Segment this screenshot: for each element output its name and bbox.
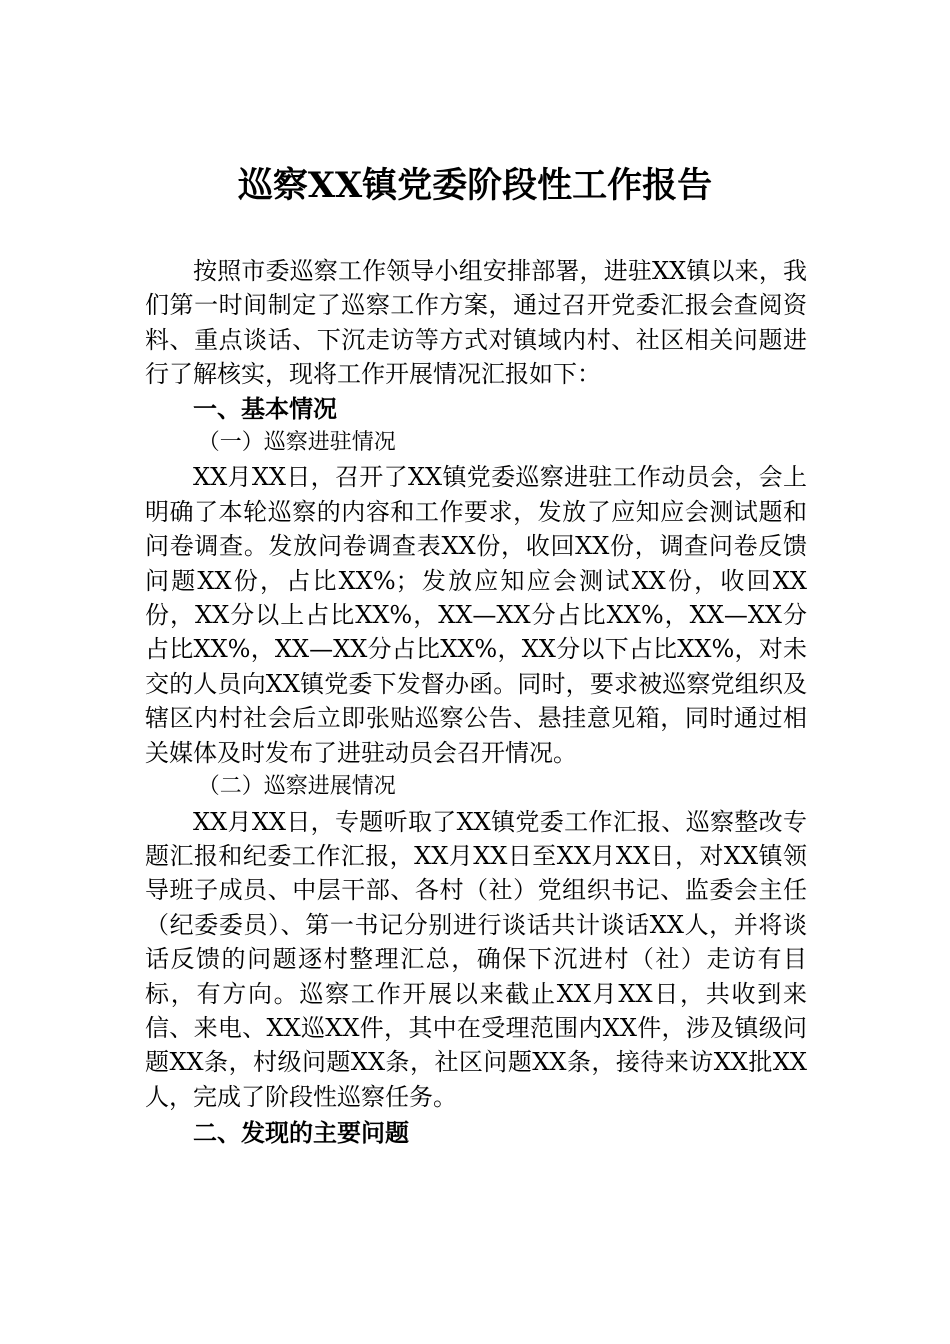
document-title: 巡察XX镇党委阶段性工作报告 bbox=[237, 165, 713, 206]
subsection-heading-entry: （一）巡察进驻情况 bbox=[197, 430, 396, 456]
entry-paragraph: XX月XX日，召开了XX镇党委巡察进驻工作动员会，会上明确了本轮巡察的内容和工作要求，发放了应知应会测试题和问卷调查。发放问卷调查表XX份，收回XX份，调查问卷反馈问题XX份，占比XX%；发放应知应会测试XX份，收回XX份，XX分以上占比XX%，XX—XX分占比XX%，XX—XX分占比XX%，XX—XX分占比XX%，XX分以下占比XX%，对未交的人员向XX镇党委下发督办函。同时，要求被巡察党组织及辖区内村社会后立即张贴巡察公告、悬挂意见箱，同时通过相关媒体及时发布了进驻动员会召开情况。 bbox=[145, 463, 807, 767]
subsection-heading-progress: （二）巡察进展情况 bbox=[197, 774, 396, 800]
document-body bbox=[145, 254, 807, 1151]
section-heading-basic: 一、基本情况 bbox=[193, 394, 337, 423]
section-heading-problems: 二、发现的主要问题 bbox=[193, 1119, 409, 1148]
progress-paragraph: XX月XX日，专题听取了XX镇党委工作汇报、巡察整改专题汇报和纪委工作汇报，XX月XX日至XX月XX日，对XX镇领导班子成员、中层干部、各村（社）党组织书记、监委会主任（纪委委员）、第一书记分别进行谈话共计谈话XX人，并将谈话反馈的问题逐村整理汇总，确保下沉进村（社）走访有目标，有方向。巡察工作开展以来截止XX月XX日，共收到来信、来电、XX巡XX件，其中在受理范围内XX件，涉及镇级问题XX条，村级问题XX条，社区问题XX条，接待来访XX批XX人，完成了阶段性巡察任务。 bbox=[145, 807, 807, 1111]
intro-paragraph: 按照市委巡察工作领导小组安排部署，进驻XX镇以来，我们第一时间制定了巡察工作方案，通过召开党委汇报会查阅资料、重点谈话、下沉走访等方式对镇域内村、社区相关问题进行了解核实，现将工作开展情况汇报如下： bbox=[145, 257, 807, 389]
